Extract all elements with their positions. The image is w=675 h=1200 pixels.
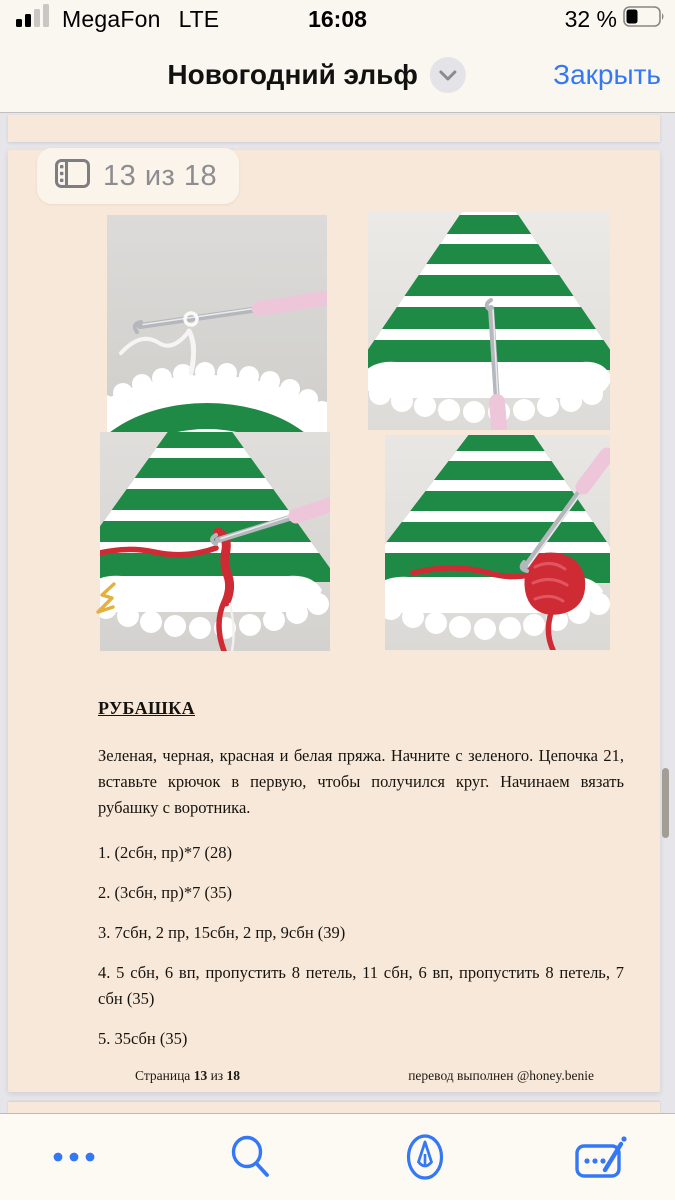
close-button[interactable]: Закрыть [553,59,661,90]
page-footer [98,1068,624,1084]
battery-percent-label: 32 % [564,5,617,32]
pen-tool-button[interactable] [395,1127,455,1187]
intro-paragraph: Зеленая, черная, красная и белая пряжа. Начните с зеленого. Цепочка 21, вставьте крючок в первую, чтобы получился круг. Начинаем вязать рубашку с воротника. [98,746,624,817]
crochet-photo-1 [107,215,327,432]
step-3: 3. 7сбн, 2 пр, 15сбн, 2 пр, 9сбн (39) [98,923,346,942]
bottom-toolbar [0,1113,675,1200]
search-button[interactable] [220,1127,280,1187]
title-menu-button[interactable] [430,57,466,93]
markup-button[interactable] [571,1127,631,1187]
status-right [565,6,665,33]
pen-nib-oval-icon [406,1134,444,1180]
document-title-group[interactable] [167,57,465,93]
sidebar-thumbnails-icon [55,159,90,193]
step-1: 1. (2сбн, пр)*7 (28) [98,843,232,862]
page-indicator-button[interactable] [37,148,239,204]
step-4: 4. 5 сбн, 6 вп, пропустить 8 петель, 11 сбн, 6 вп, пропустить 8 петель, 7 сбн (35) [98,963,624,1008]
document-scroll-area[interactable] [0,114,675,1113]
crochet-photo-2 [368,212,610,430]
top-chrome [0,0,675,113]
footer-word-page: Страница [135,1068,194,1083]
document-page-13 [8,150,660,1092]
cellular-signal-icon [16,4,52,34]
chevron-down-icon [439,70,457,81]
step-2: 2. (3сбн, пр)*7 (35) [98,883,232,902]
footer-word-of: из [207,1068,227,1083]
scrollbar-thumb[interactable] [662,768,669,838]
section-heading: РУБАШКА [98,698,196,718]
markup-signature-icon [575,1134,627,1180]
footer-page-number: 13 [193,1068,208,1083]
footer-page-total: 18 [226,1068,240,1083]
page-indicator-label: 13 из 18 [103,159,218,192]
status-bar [0,0,675,38]
document-title: Новогодний эльф [167,59,418,90]
footer-page-label [135,1068,240,1084]
footer-credit: перевод выполнен @honey.benie [408,1068,594,1083]
ellipsis-more-icon [53,1152,95,1162]
more-button[interactable] [44,1127,104,1187]
crochet-photo-3 [100,432,330,651]
status-left [16,4,219,34]
crochet-photo-4 [385,435,610,650]
step-5: 5. 35сбн (35) [98,1029,188,1048]
network-type-label: LTE [178,5,220,32]
previous-page-edge [8,115,660,142]
yellow-star-doodle-icon [92,582,116,621]
document-text-block [98,698,624,1084]
battery-icon [623,6,665,33]
clock-label: 16:08 [308,5,367,32]
next-page-edge [8,1102,660,1113]
carrier-label: MegaFon [62,5,161,32]
navigation-bar [0,38,675,112]
search-icon [229,1135,271,1179]
